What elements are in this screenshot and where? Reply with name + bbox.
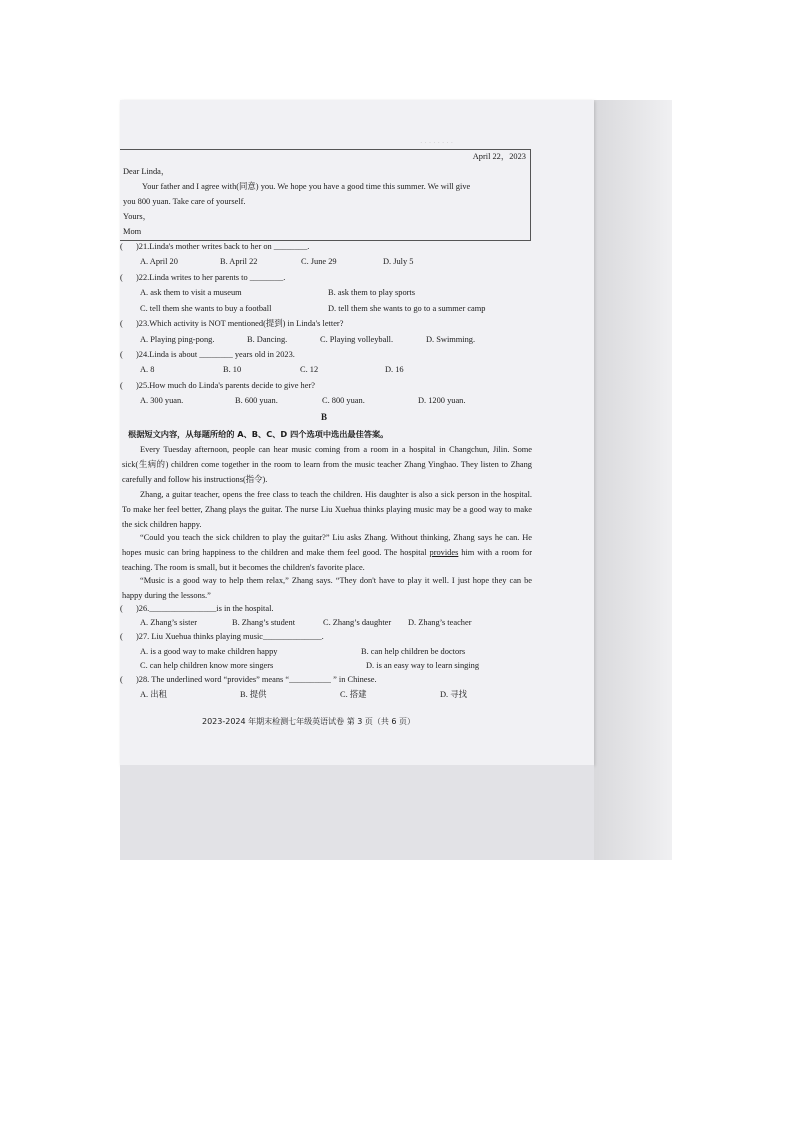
section-heading: B [321, 412, 328, 422]
q27-option-d: D. is an easy way to learn singing [366, 661, 480, 670]
q21-option-d: D. July 5 [383, 257, 414, 266]
letter-signature: Mom [123, 227, 142, 236]
answer-bracket: ( [120, 632, 123, 641]
q26-option-b: B. Zhang’s student [232, 618, 296, 627]
q22-option-b: B. ask them to play sports [328, 288, 416, 297]
letter-date: April 22，2023 [472, 152, 526, 161]
q24-option-c: C. 12 [300, 365, 319, 374]
q28-option-a: A. 出租 [140, 690, 167, 699]
q25-option-d: D. 1200 yuan. [418, 396, 466, 405]
q25-option-a: A. 300 yuan. [140, 396, 184, 405]
question-23: )23.Which activity is NOT mentioned(提到) in Linda's letter? [136, 319, 344, 328]
q23-option-d: D. Swimming. [426, 335, 476, 344]
bleed-through-text: · · · · · · · · [420, 138, 454, 147]
passage-paragraph-2: Zhang, a guitar teacher, opens the free class to teach the children. His daughter is also a sick person in the hospital. To make her feel better, Zhang plays the guitar. The nurse Liu Xuehua thinks playing music may be a good way to make the sick children happy. [122, 490, 532, 529]
q26-option-a: A. Zhang’s sister [140, 618, 197, 627]
q27-option-b: B. can help children be doctors [361, 647, 466, 656]
letter-closing: Yours， [123, 212, 152, 221]
passage-paragraph-4: “Music is a good way to help them relax,” Zhang says. “They don't have to play it well. I just hope they can be happy during the lessons.” [122, 576, 532, 600]
passage-paragraph-3 [122, 530, 532, 575]
question-22: )22.Linda writes to her parents to ________. [136, 273, 286, 282]
q25-option-b: B. 600 yuan. [235, 396, 278, 405]
letter-body-line2: you 800 yuan. Take care of yourself. [123, 197, 246, 206]
q24-option-d: D. 16 [385, 365, 404, 374]
answer-bracket: ( [120, 319, 123, 328]
q23-option-c: C. Playing volleyball. [320, 335, 394, 344]
answer-bracket: ( [120, 675, 123, 684]
question-21: )21.Linda's mother writes back to her on ________. [136, 242, 310, 251]
question-26: )26.________________is in the hospital. [136, 604, 274, 613]
q24-option-a: A. 8 [140, 365, 155, 374]
paragraph-3-text-start: “Could you teach the sick children to play the guitar?” Liu asks Zhang. Without thinking, Zhang says he can. He hopes music can bring happiness to the children and make them feel good. The hospital [122, 533, 532, 557]
question-24: )24.Linda is about ________ years old in 2023. [136, 350, 295, 359]
question-27: )27. Liu Xuehua thinks playing music______________. [136, 632, 324, 641]
answer-bracket: ( [120, 350, 123, 359]
passage-paragraph-1: Every Tuesday afternoon, people can hear music coming from a room in a hospital in Changchun, Jilin. Some sick(生病的) children come together in the room to learn from the music teacher Zhang Yinghao. They listen to Zhang carefully and follow his instructions(指令). [122, 445, 532, 484]
q27-option-c: C. can help children know more singers [140, 661, 274, 670]
letter-body-line1: Your father and I agree with(同意) you. We hope you have a good time this summer. We will give [142, 182, 471, 191]
q22-option-a: A. ask them to visit a museum [140, 288, 242, 297]
section-instruction: 根据短文内容，从每题所给的 A、B、C、D 四个选项中选出最佳答案。 [128, 429, 389, 439]
q22-option-c: C. tell them she wants to buy a football [140, 304, 272, 313]
paragraph-3-text-end: him with a room for teaching. The room is small, but it becomes the children's favorite place. [122, 548, 532, 572]
answer-bracket: ( [120, 381, 123, 390]
answer-bracket: ( [120, 242, 123, 251]
answer-bracket: ( [120, 273, 123, 282]
scan-bottom-edge [120, 765, 594, 860]
q22-option-d: D. tell them she wants to go to a summer camp [328, 304, 486, 313]
question-28: )28. The underlined word “provides” means “__________ ” in Chinese. [136, 675, 377, 684]
q28-option-b: B. 提供 [240, 690, 267, 699]
answer-bracket: ( [120, 604, 123, 613]
q28-option-c: C. 搭建 [340, 690, 367, 699]
page-footer: 2023-2024 年期末检测七年级英语试卷 第 3 页（共 6 页） [202, 717, 416, 726]
q21-option-c: C. June 29 [301, 257, 337, 266]
q25-option-c: C. 800 yuan. [322, 396, 365, 405]
underlined-word: provides [429, 548, 459, 557]
q21-option-b: B. April 22 [220, 257, 258, 266]
letter-box [120, 149, 531, 241]
q26-option-c: C. Zhang’s daughter [323, 618, 392, 627]
q26-option-d: D. Zhang’s teacher [408, 618, 472, 627]
q28-option-d: D. 寻找 [440, 690, 467, 699]
q24-option-b: B. 10 [223, 365, 242, 374]
q27-option-a: A. is a good way to make children happy [140, 647, 278, 656]
q23-option-b: B. Dancing. [247, 335, 288, 344]
scan-shadow [594, 100, 672, 860]
q23-option-a: A. Playing ping-pong. [140, 335, 215, 344]
page-content [120, 100, 594, 765]
q21-option-a: A. April 20 [140, 257, 178, 266]
question-25: )25.How much do Linda's parents decide to give her? [136, 381, 315, 390]
letter-greeting: Dear Linda， [123, 167, 170, 176]
